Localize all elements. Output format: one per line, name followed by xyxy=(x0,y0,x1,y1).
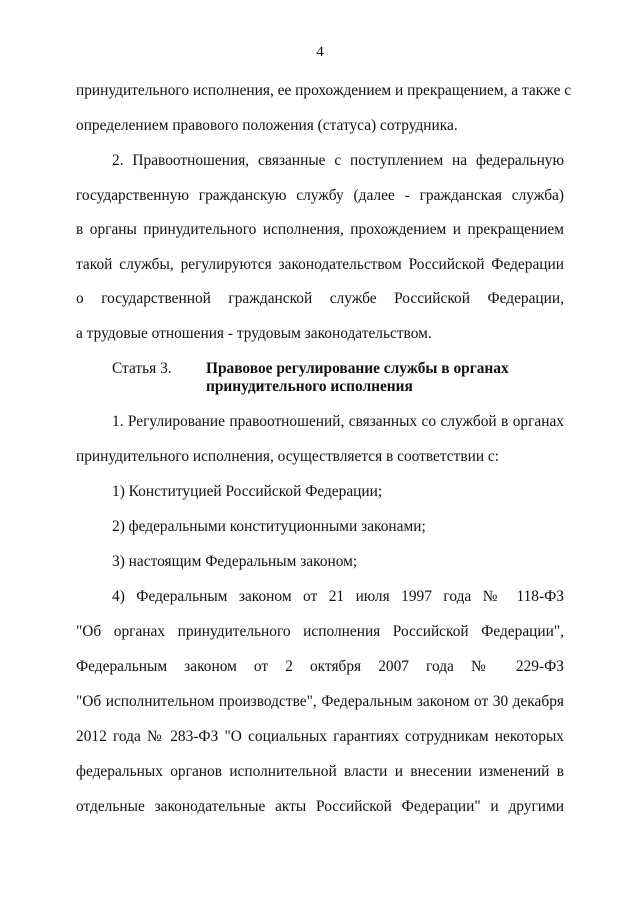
paragraph-line: в органы принудительного исполнения, прохождением и прекращением xyxy=(76,221,564,238)
paragraph-line: принудительного исполнения, ее прохождением и прекращением, а также с xyxy=(76,82,572,99)
paragraph-line: определением правового положения (статуса) сотрудника. xyxy=(76,117,458,134)
article-title-line: Правовое регулирование службы в органах xyxy=(206,360,509,377)
paragraph-line: о государственной гражданской службе Российской Федерации, xyxy=(76,290,564,307)
paragraph-line: Федеральным законом от 2 октября 2007 года № 229-ФЗ xyxy=(76,658,564,675)
list-item: 4) Федеральным законом от 21 июля 1997 года № 118-ФЗ xyxy=(112,588,564,605)
paragraph-line: 2. Правоотношения, связанные с поступлением на федеральную xyxy=(112,152,564,169)
paragraph-line: такой службы, регулируются законодательством Российской Федерации xyxy=(76,256,564,273)
list-item: 2) федеральными конституционными законами; xyxy=(112,518,426,535)
paragraph-line: а трудовые отношения - трудовым законодательством. xyxy=(76,325,432,342)
paragraph-line: "Об исполнительном производстве", Федеральным законом от 30 декабря xyxy=(76,693,564,710)
paragraph-line: 1. Регулирование правоотношений, связанных со службой в органах xyxy=(112,413,564,430)
page-number: 4 xyxy=(316,44,324,60)
paragraph-line: "Об органах принудительного исполнения Российской Федерации", xyxy=(76,623,564,640)
list-item: 1) Конституцией Российской Федерации; xyxy=(112,483,383,500)
article-label: Статья 3. xyxy=(112,360,172,377)
article-title-line: принудительного исполнения xyxy=(206,378,413,395)
paragraph-line: 2012 года № 283-ФЗ "О социальных гарантиях сотрудникам некоторых xyxy=(76,728,564,745)
list-item: 3) настоящим Федеральным законом; xyxy=(112,553,358,570)
paragraph-line: принудительного исполнения, осуществляется в соответствии с: xyxy=(76,448,500,465)
paragraph-line: отдельные законодательные акты Российской Федерации" и другими xyxy=(76,798,564,815)
paragraph-line: федеральных органов исполнительной власти и внесении изменений в xyxy=(76,763,564,780)
paragraph-line: государственную гражданскую службу (далее - гражданская служба) xyxy=(76,187,564,204)
